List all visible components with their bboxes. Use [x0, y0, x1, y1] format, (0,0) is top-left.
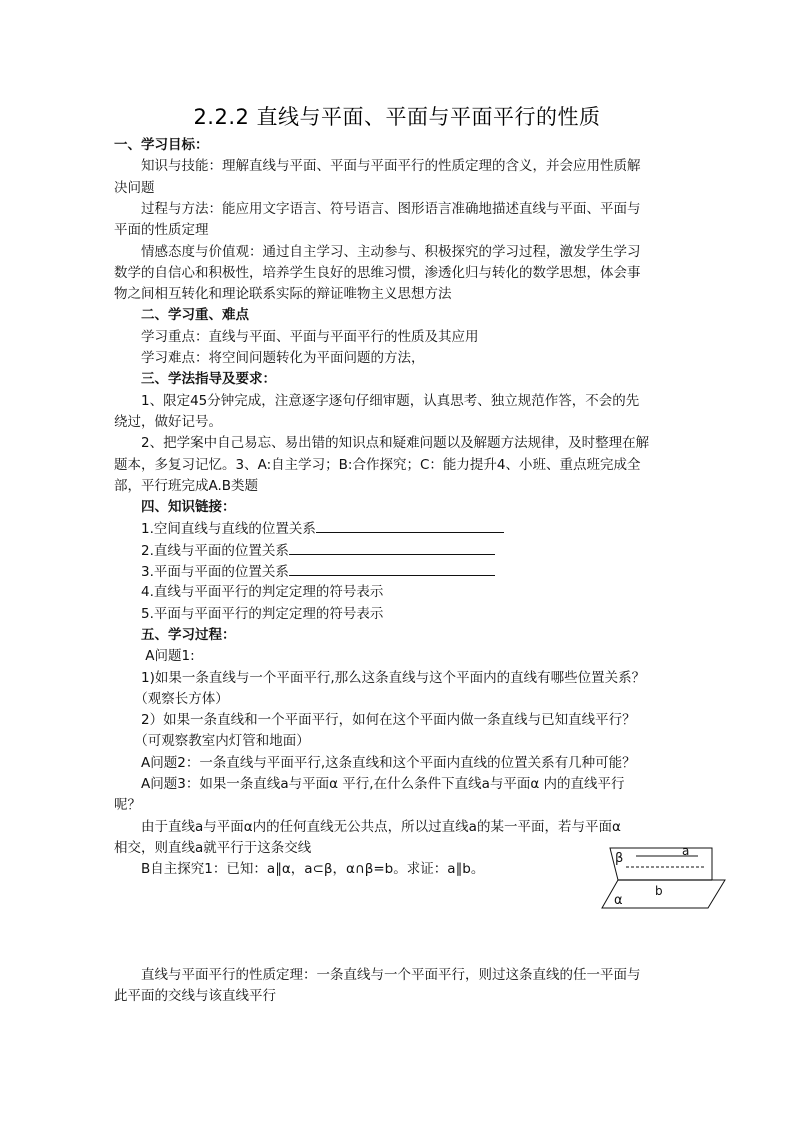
text-line-content: 三、学法指导及要求：	[114, 371, 276, 388]
text-line-content: 2）如果一条直线和一个平面平行，如何在这个平面内做一条直线与已知直线平行？	[114, 712, 636, 729]
text-line	[114, 242, 688, 263]
text-line-content: 4.直线与平面平行的判定定理的符号表示	[114, 584, 384, 601]
text-line-content: A问题3：如果一条直线a与平面α 平行,在什么条件下直线a与平面α 内的直线平行	[114, 776, 625, 792]
text-line	[114, 604, 688, 625]
text-line-content: 学习重点：直线与平面、平面与平面平行的性质及其应用	[114, 328, 479, 345]
text-line-content: 物之间相互转化和理论联系实际的辩证唯物主义思想方法	[114, 286, 452, 303]
text-line-content: 2、把学案中自己易忘、易出错的知识点和疑难问题以及解题方法规律，及时整理在解	[114, 435, 650, 452]
text-line-content: 部，平行班完成A.B类题	[114, 477, 259, 494]
text-line-content: 直线与平面平行的性质定理：一条直线与一个平面平行，则过这条直线的任一平面与	[114, 966, 641, 983]
text-line	[114, 263, 688, 284]
text-line-content: 由于直线a与平面α内的任何直线无公共点，所以过直线a的某一平面，若与平面α	[114, 818, 621, 835]
beta-label: β	[615, 851, 624, 866]
text-line	[114, 986, 688, 1007]
text-line-content: 1、限定45分钟完成，注意逐字逐句仔细审题，认真思考、独立规范作答，不会的先	[114, 392, 640, 409]
text-line-content: 2.直线与平面的位置关系	[114, 542, 289, 559]
b-label: b	[655, 884, 663, 898]
text-line-content: 平面的性质定理	[114, 222, 209, 239]
text-line	[114, 433, 688, 454]
text-line	[114, 156, 688, 177]
text-line	[114, 199, 688, 220]
text-line	[114, 795, 688, 816]
text-line	[114, 518, 688, 540]
fill-in-blank[interactable]	[316, 518, 504, 533]
text-line-content: 学习难点：将空间问题转化为平面问题的方法，	[114, 350, 425, 366]
document-title: 2.2.2 直线与平面、平面与平面平行的性质	[193, 105, 601, 129]
text-line	[114, 582, 688, 603]
text-line-content: （可观察教室内灯管和地面）	[114, 733, 310, 750]
text-line	[114, 540, 688, 562]
text-line	[114, 689, 688, 710]
text-line-content: 数学的自信心和积极性，培养学生良好的思维习惯，渗透化归与转化的数学思想，体会事	[114, 264, 641, 281]
text-line	[114, 625, 688, 646]
text-line-content: 题本，多复习记忆。3、A:自主学习；B:合作探究；C：能力提升4、小班、重点班完成全	[114, 456, 641, 473]
text-line-content: 四、知识链接：	[114, 499, 236, 516]
plane-beta-shape	[610, 848, 712, 880]
text-line-content: 一、学习目标：	[114, 137, 209, 153]
text-line	[114, 391, 688, 412]
text-line-content: 过程与方法：能应用文字语言、符号语言、图形语言准确地描述直线与平面、平面与	[114, 200, 641, 217]
text-line	[114, 305, 688, 326]
text-line	[114, 348, 688, 369]
text-line-content: 五、学习过程：	[114, 626, 236, 643]
text-line	[114, 412, 688, 433]
text-line	[114, 774, 688, 795]
text-line-content: 3.平面与平面的位置关系	[114, 564, 289, 580]
text-line-content: 5.平面与平面平行的判定定理的符号表示	[114, 605, 384, 622]
fill-in-blank[interactable]	[289, 540, 495, 555]
text-line-content: 二、学习重、难点	[114, 307, 249, 324]
text-line-content: 此平面的交线与该直线平行	[114, 987, 276, 1004]
text-line	[114, 561, 688, 583]
text-line	[114, 455, 688, 476]
text-line	[114, 668, 688, 689]
text-line	[114, 646, 688, 667]
text-line	[114, 817, 688, 838]
text-line-content: （观察长方体）	[114, 690, 229, 707]
text-line	[114, 497, 688, 518]
text-line	[114, 220, 688, 241]
text-line-content: 相交，则直线a就平行于这条交线	[114, 839, 312, 856]
text-line	[114, 178, 688, 199]
fill-in-blank[interactable]	[289, 561, 495, 576]
text-line	[114, 369, 688, 390]
text-line	[114, 476, 688, 497]
text-line-content: A问题2：一条直线与平面平行,这条直线和这个平面内直线的位置关系有几种可能？	[114, 754, 636, 771]
text-line-content: 1)如果一条直线与一个平面平行,那么这条直线与这个平面内的直线有哪些位置关系？	[114, 669, 646, 686]
text-line	[114, 284, 688, 305]
text-line-content: 绕过，做好记号。	[114, 413, 222, 430]
planes-diagram	[598, 842, 728, 912]
text-line-content: A问题1:	[114, 648, 195, 665]
text-line	[114, 710, 688, 731]
text-line	[114, 731, 688, 752]
text-line-content: 情感态度与价值观：通过自主学习、主动参与、积极探究的学习过程，激发学生学习	[114, 243, 641, 260]
alpha-label: α	[614, 893, 623, 908]
text-line-content: B自主探究1：已知：a∥α，a⊂β，α∩β=b。求证：a∥b。	[114, 861, 485, 878]
text-line	[114, 965, 688, 986]
text-line-content: 决问题	[114, 179, 155, 196]
a-label: a	[682, 844, 690, 858]
text-line-content: 呢？	[114, 797, 141, 814]
text-line	[114, 753, 688, 774]
text-line-content: 知识与技能：理解直线与平面、平面与平面平行的性质定理的含义，并会应用性质解	[114, 158, 641, 175]
text-line	[114, 327, 688, 348]
text-line-content: 1.空间直线与直线的位置关系	[114, 521, 316, 538]
text-line	[114, 135, 688, 156]
